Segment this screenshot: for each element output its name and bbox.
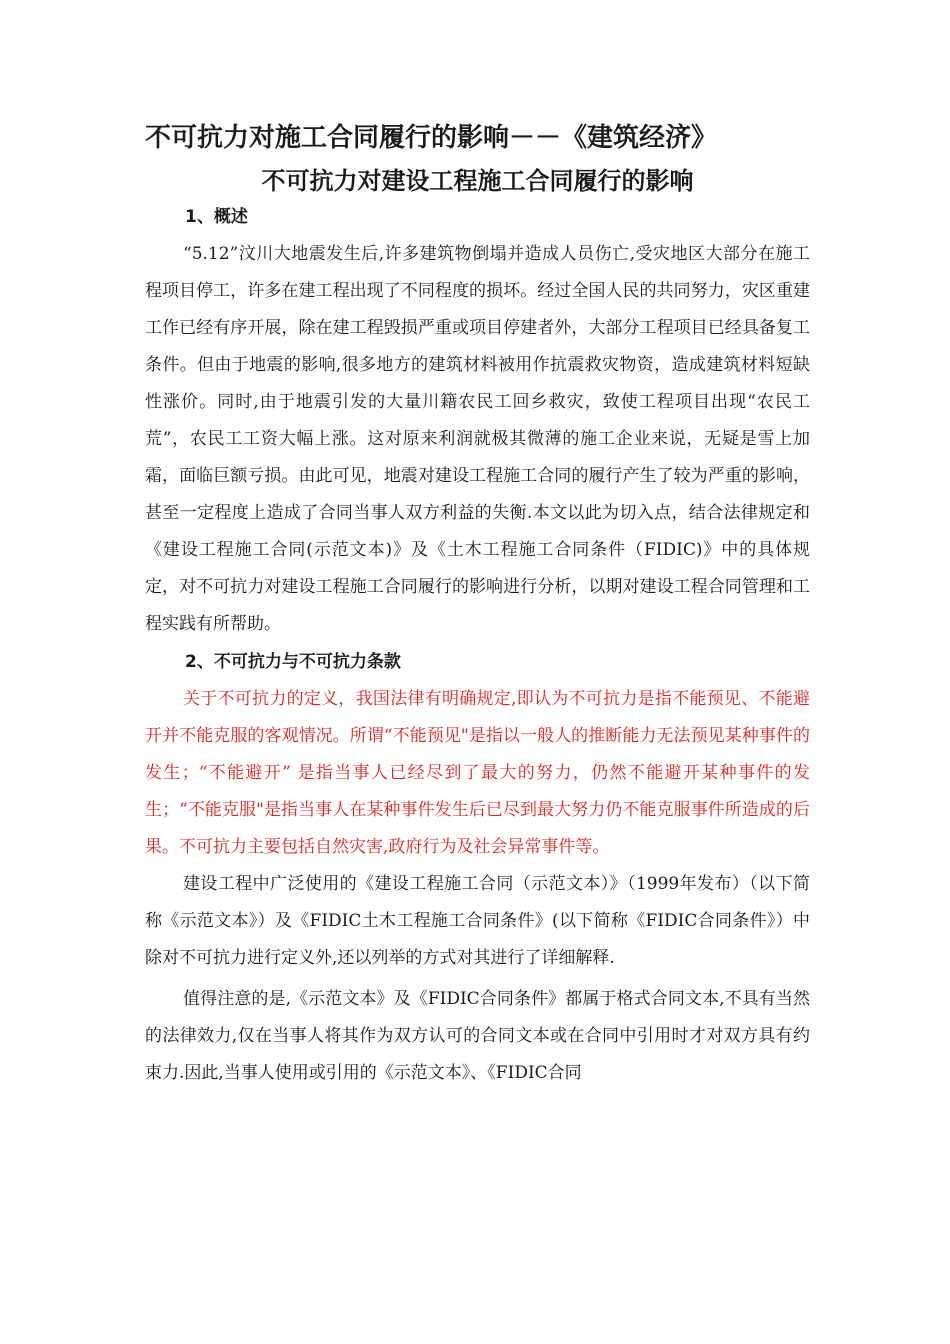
section-2-definition-paragraph: 关于不可抗力的定义，我国法律有明确规定,即认为不可抗力是指不能预见、不能避开并不能克服的客观情况。所谓“不能预见"是指以一般人的推断能力无法预见某种事件的发生；“不能避开” 是指当事人已经尽到了最大的努力，仍然不能避开某种事件的发生；“不能克服"是指当事人在某种事件发生后已尽到最大努力仍不能克服事件所造成的后果。不可抗力主要包括自然灾害,政府行为及社会异常事件等。	[145, 689, 810, 857]
document-subtitle: 不可抗力对建设工程施工合同履行的影响	[261, 167, 694, 195]
document-page	[145, 118, 810, 1092]
section-1-paragraph: “5.12”汶川大地震发生后,许多建筑物倒塌并造成人员伤亡,受灾地区大部分在施工程项目停工，许多在建工程出现了不同程度的损坏。经过全国人民的共同努力，灾区重建工作已经有序开展，除在建工程毁损严重或项目停建者外，大部分工程项目已经具备复工条件。但由于地震的影响,很多地方的建筑材料被用作抗震救灾物资，造成建筑材料短缺性涨价。同时,由于地震引发的大量川籍农民工回乡救灾，致使工程项目出现“农民工荒”，农民工工资大幅上涨。这对原来利润就极其微薄的施工企业来说，无疑是雪上加霜，面临巨额亏损。由此可见，地震对建设工程施工合同的履行产生了较为严重的影响，甚至一定程度上造成了合同当事人双方利益的失衡.本文以此为切入点，结合法律规定和《建设工程施工合同(示范文本)》及《土木工程施工合同条件（FIDIC)》中的具体规定，对不可抗力对建设工程施工合同履行的影响进行分析，以期对建设工程合同管理和工程实践有所帮助。	[145, 244, 810, 634]
section-2-heading: 2、不可抗力与不可抗力条款	[185, 652, 401, 672]
section-2-paragraph-3: 值得注意的是,《示范文本》及《FIDIC合同条件》都属于格式合同文本,不具有当然的法律效力,仅在当事人将其作为双方认可的合同文本或在合同中引用时才对双方具有约束力.因此,当事人使用或引用的《示范文本》、《FIDIC合同	[145, 989, 810, 1083]
document-title: 不可抗力对施工合同履行的影响－－《建筑经济》	[145, 123, 718, 153]
section-2-paragraph-2: 建设工程中广泛使用的《建设工程施工合同（示范文本）》（1999年发布）（以下简称《示范文本》）及《FIDIC土木工程施工合同条件》(以下简称《FIDIC合同条件》）中除对不可抗力进行定义外,还以列举的方式对其进行了详细解释.	[145, 874, 810, 968]
section-1-heading: 1、概述	[185, 207, 248, 227]
